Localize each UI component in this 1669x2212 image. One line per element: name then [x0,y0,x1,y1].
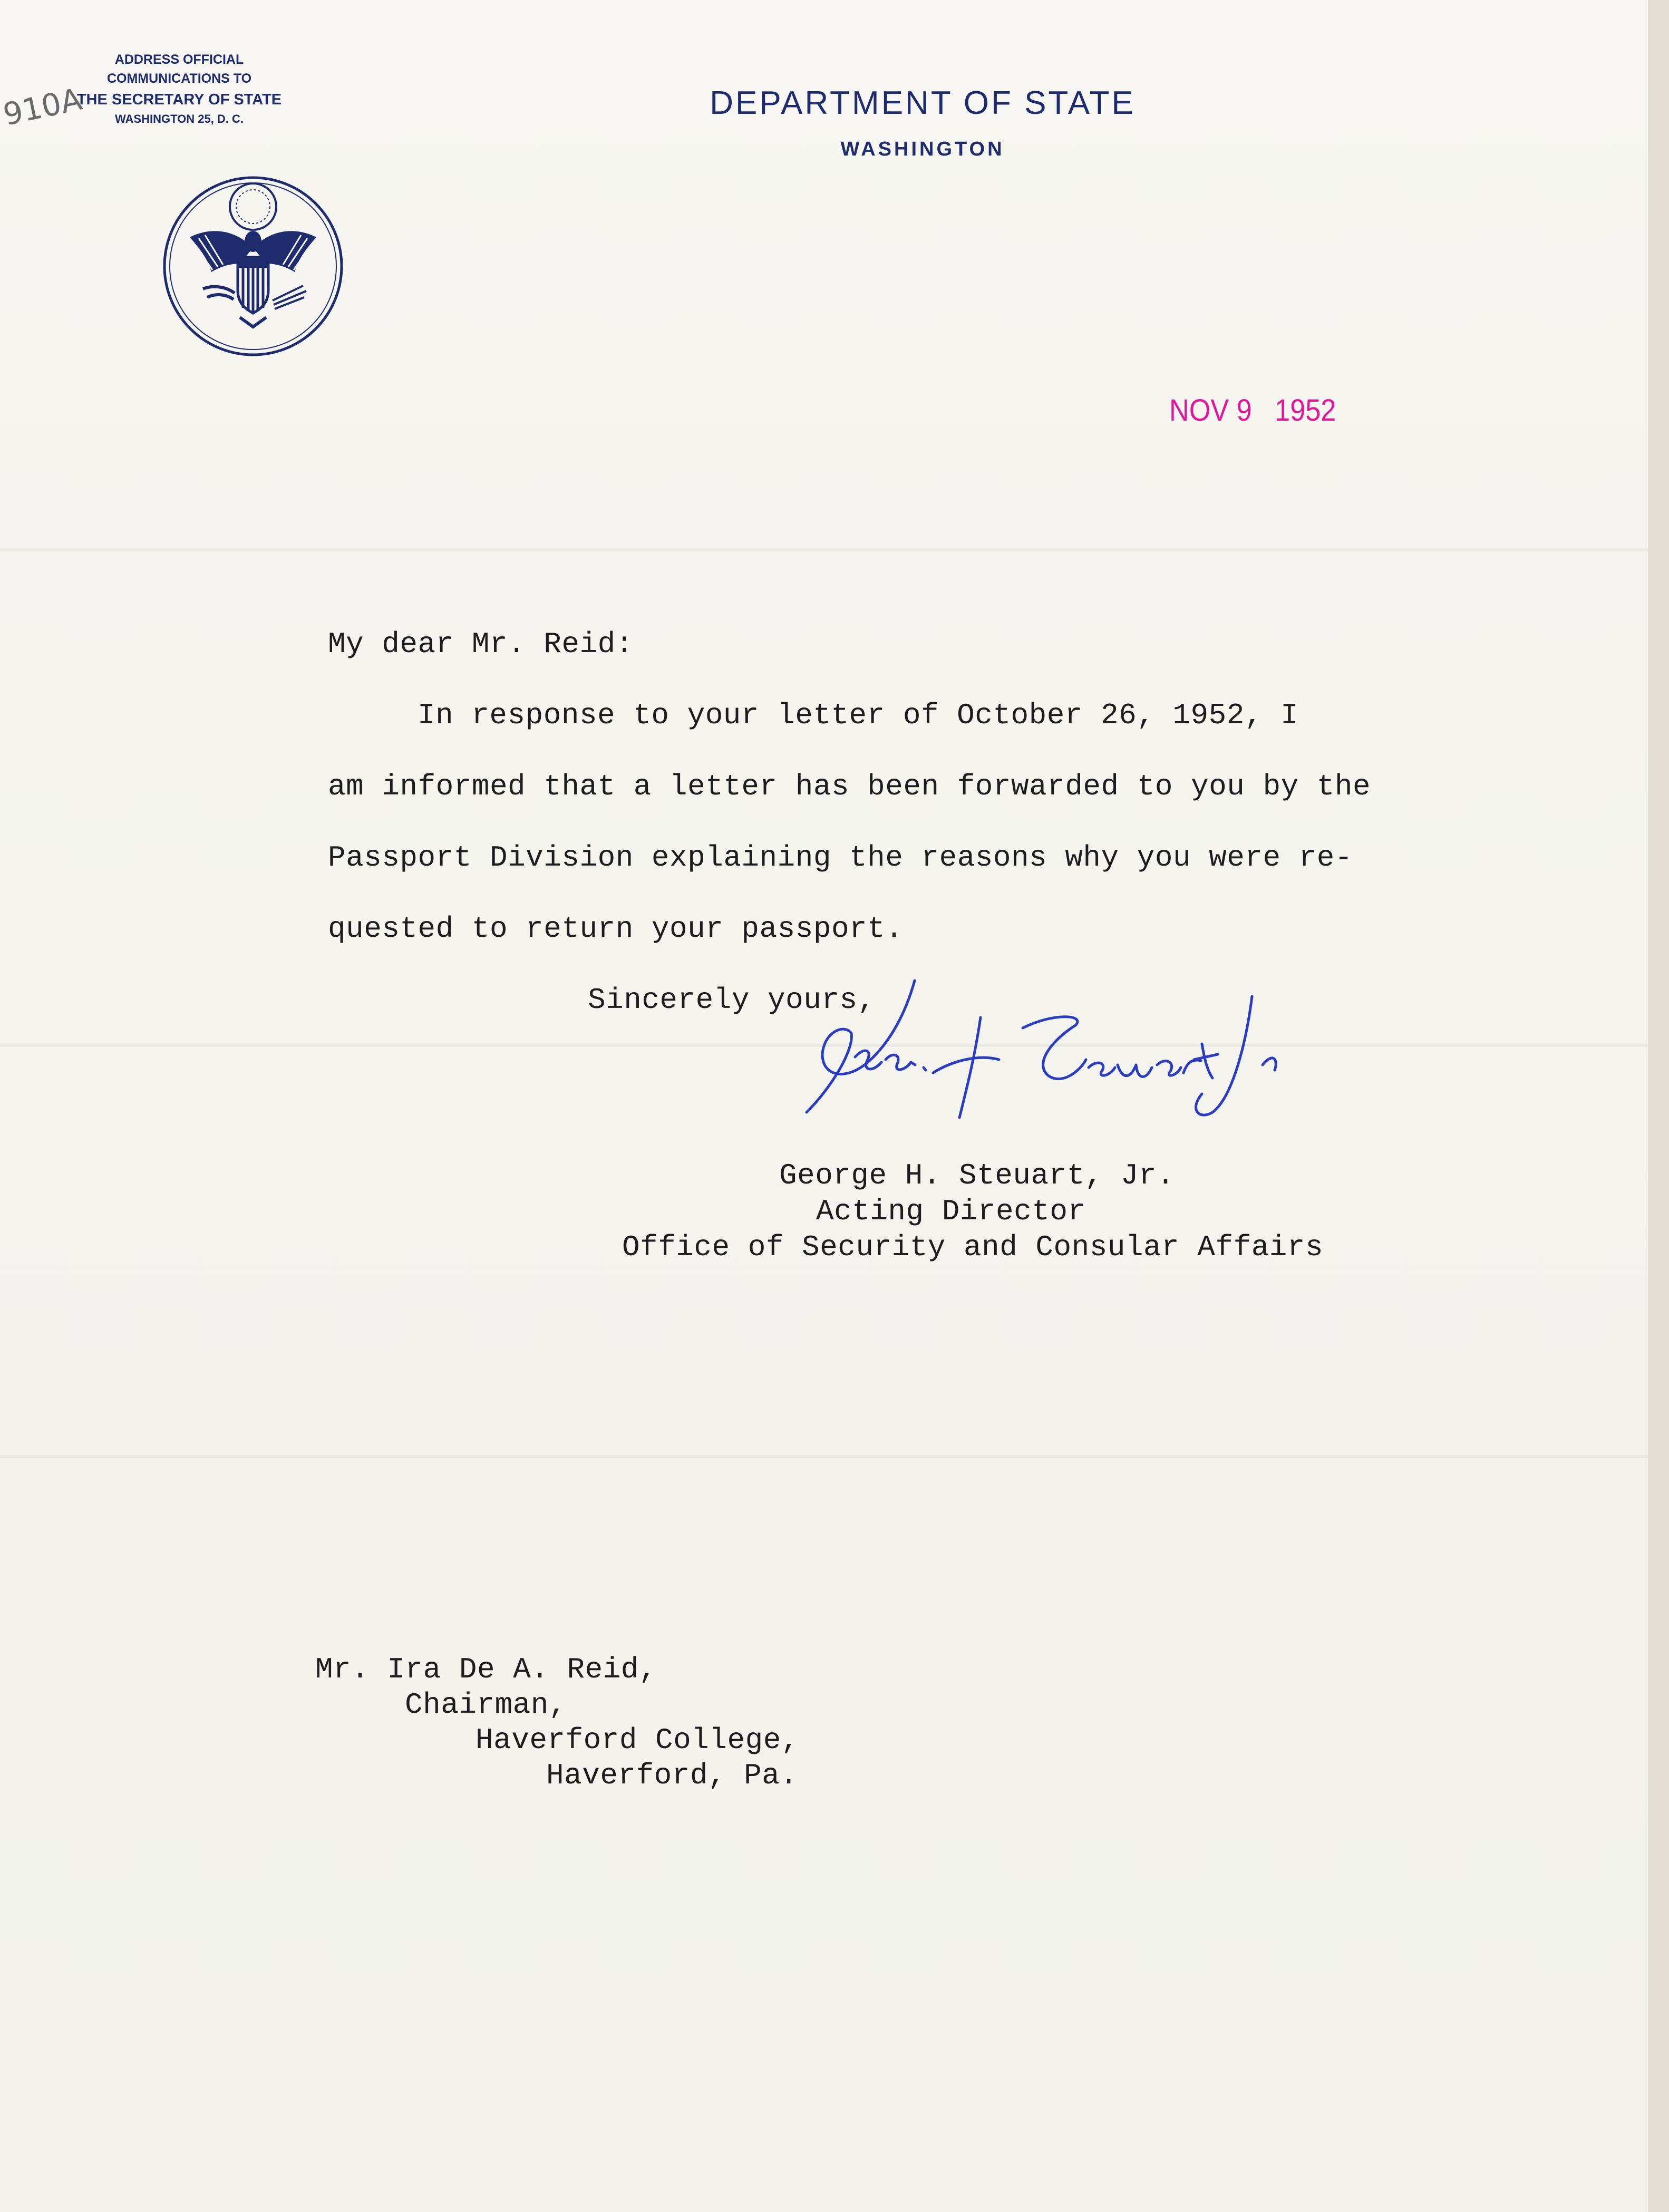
body-line: quested to return your passport. [328,912,904,946]
great-seal-eagle-icon [161,174,345,358]
signer-office: Office of Security and Consular Affairs [622,1230,1324,1264]
recipient-line: Haverford College, [476,1723,799,1757]
paper-fold-line [0,1455,1648,1458]
salutation: My dear Mr. Reid: [328,627,634,661]
date-stamp: NOV 9 1952 [1169,393,1336,428]
scan-background [1648,0,1669,2212]
department-city: WASHINGTON [840,138,1005,160]
body-line: Passport Division explaining the reasons why you were re- [328,841,1353,875]
recipient-line: Haverford, Pa. [546,1759,798,1792]
closing: Sincerely yours, [588,983,876,1017]
address-note-line: WASHINGTON 25, D. C. [114,112,244,125]
address-note [63,50,295,127]
department-title: DEPARTMENT OF STATE [710,85,1136,121]
recipient-line: Chairman, [405,1688,567,1722]
signer-title: Acting Director [816,1195,1086,1228]
handwritten-signature [759,959,1297,1191]
body-line: am informed that a letter has been forwarded to you by the [328,770,1371,803]
handwritten-margin-note: 910A [0,81,85,133]
recipient-line: Mr. Ira De A. Reid, [315,1653,657,1686]
signer-name: George H. Steuart, Jr. [779,1159,1175,1192]
body-line: In response to your letter of October 26, 1952, I [418,698,1299,732]
paper-fold-line [0,548,1648,551]
address-note-line: THE SECRETARY OF STATE [76,91,282,108]
address-note-line: ADDRESS OFFICIAL COMMUNICATIONS TO [106,52,252,86]
